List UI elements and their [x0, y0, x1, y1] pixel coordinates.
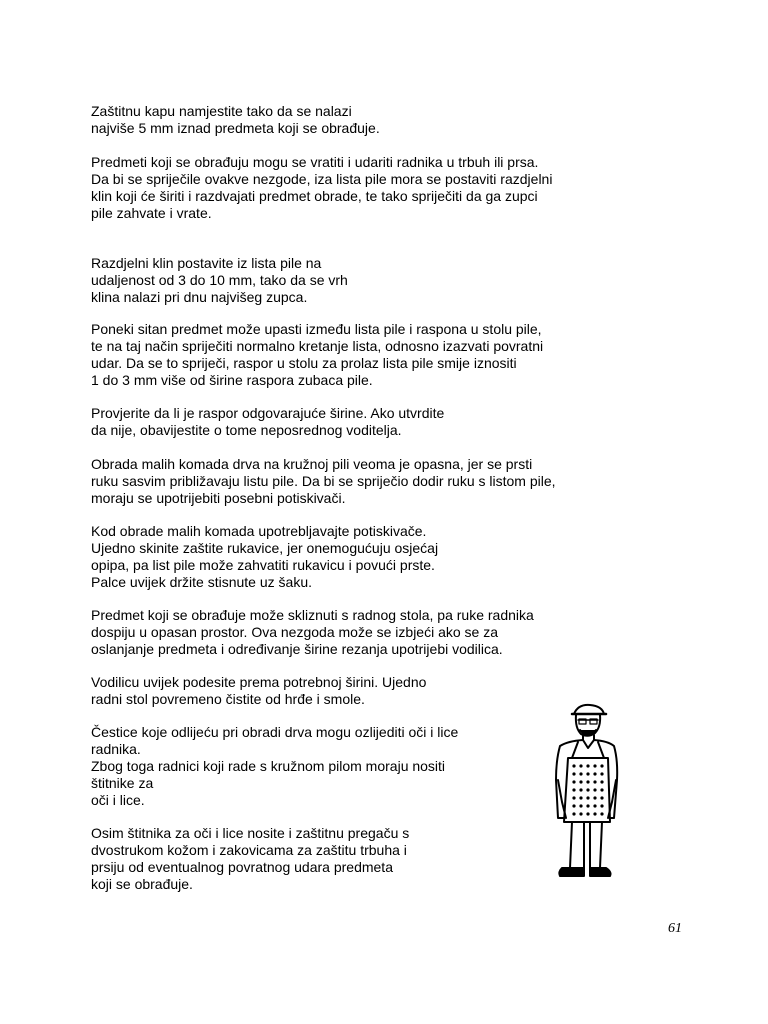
worker-with-apron-illustration — [548, 700, 620, 886]
text-line: udar. Da se to spriječi, raspor u stolu za prolaz lista pile smije iznositi — [91, 355, 517, 371]
text-line: dvostrukom kožom i zakovicama za zaštitu trbuha i — [91, 842, 407, 858]
text-line: oči i lice. — [91, 792, 145, 808]
text-line: radnika. — [91, 741, 141, 757]
text-line: koji se obrađuje. — [91, 876, 193, 892]
text-line: dospiju u opasan prostor. Ova nezgoda može se izbjeći ako se za — [91, 624, 499, 640]
text-line: Vodilicu uvijek podesite prema potrebnoj širini. Ujedno — [91, 674, 427, 690]
paragraph-protective-cap — [91, 103, 380, 137]
text-line: Predmet koji se obrađuje može skliznuti s radnog stola, pa ruke radnika — [91, 607, 534, 623]
paragraph-fence-adjust — [91, 674, 426, 708]
text-line: Poneki sitan predmet može upasti između lista pile i raspona u stolu pile, — [91, 321, 542, 337]
text-line: moraju se upotrijebiti posebni potiskivači. — [91, 490, 346, 506]
text-line: Predmeti koji se obrađuju mogu se vratiti i udariti radnika u trbuh ili prsa. — [91, 154, 539, 170]
paragraph-eye-protection — [91, 724, 458, 809]
text-line: Čestice koje odlijeću pri obradi drva mogu ozlijediti oči i lice — [91, 724, 459, 740]
text-line: Zbog toga radnici koji rade s kružnom pilom moraju nositi — [91, 758, 446, 774]
text-line: oslanjanje predmeta i određivanje širine rezanja upotrijebi vodilica. — [91, 641, 503, 657]
text-line: Ujedno skinite zaštite rukavice, jer onemogućuju osjećaj — [91, 540, 439, 556]
paragraph-table-gap — [91, 321, 543, 389]
paragraph-push-sticks — [91, 523, 438, 591]
text-line: prsiju od eventualnog povratnog udara predmeta — [91, 859, 393, 875]
text-line: Zaštitnu kapu namjestite tako da se nalazi — [91, 103, 352, 119]
text-line: ruku sasvim približavaju listu pile. Da bi se spriječio dodir ruku s listom pile, — [91, 473, 556, 489]
text-line: pile zahvate i vrate. — [91, 205, 212, 221]
paragraph-kickback — [91, 154, 552, 222]
text-line: Osim štitnika za oči i lice nosite i zaštitnu pregaču s — [91, 825, 410, 841]
text-line: opipa, pa list pile može zahvatiti rukavicu i povući prste. — [91, 557, 435, 573]
text-line: Kod obrade malih komada upotrebljavajte potiskivače. — [91, 523, 427, 539]
text-line: najviše 5 mm iznad predmeta koji se obrađuje. — [91, 120, 380, 136]
text-line: Da bi se spriječile ovakve nezgode, iza lista pile mora se postaviti razdjelni — [91, 171, 553, 187]
paragraph-apron — [91, 825, 409, 893]
paragraph-check-gap — [91, 405, 444, 439]
paragraph-riving-knife — [91, 255, 348, 306]
text-line: Obrada malih komada drva na kružnoj pili veoma je opasna, jer se prsti — [91, 456, 533, 472]
text-line: Razdjelni klin postavite iz lista pile na — [91, 255, 322, 271]
text-line: klina nalazi pri dnu najvišeg zupca. — [91, 289, 308, 305]
text-line: 1 do 3 mm više od širine raspora zubaca pile. — [91, 372, 373, 388]
text-line: da nije, obavijestite o tome neposrednog voditelja. — [91, 422, 402, 438]
text-line: udaljenost od 3 do 10 mm, tako da se vrh — [91, 272, 348, 288]
text-line: te na taj način spriječiti normalno kretanje lista, odnosno izazvati povratni — [91, 338, 544, 354]
paragraph-small-pieces — [91, 456, 556, 507]
text-line: klin koji će širiti i razdvajati predmet obrade, te tako spriječiti da ga zupci — [91, 188, 538, 204]
text-line: Palce uvijek držite stisnute uz šaku. — [91, 574, 312, 590]
text-line: Provjerite da li je raspor odgovarajuće širine. Ako utvrdite — [91, 405, 445, 421]
paragraph-guide-fence — [91, 607, 534, 658]
text-line: štitnike za — [91, 775, 154, 791]
page-number: 61 — [668, 921, 682, 936]
text-line: radni stol povremeno čistite od hrđe i smole. — [91, 691, 365, 707]
